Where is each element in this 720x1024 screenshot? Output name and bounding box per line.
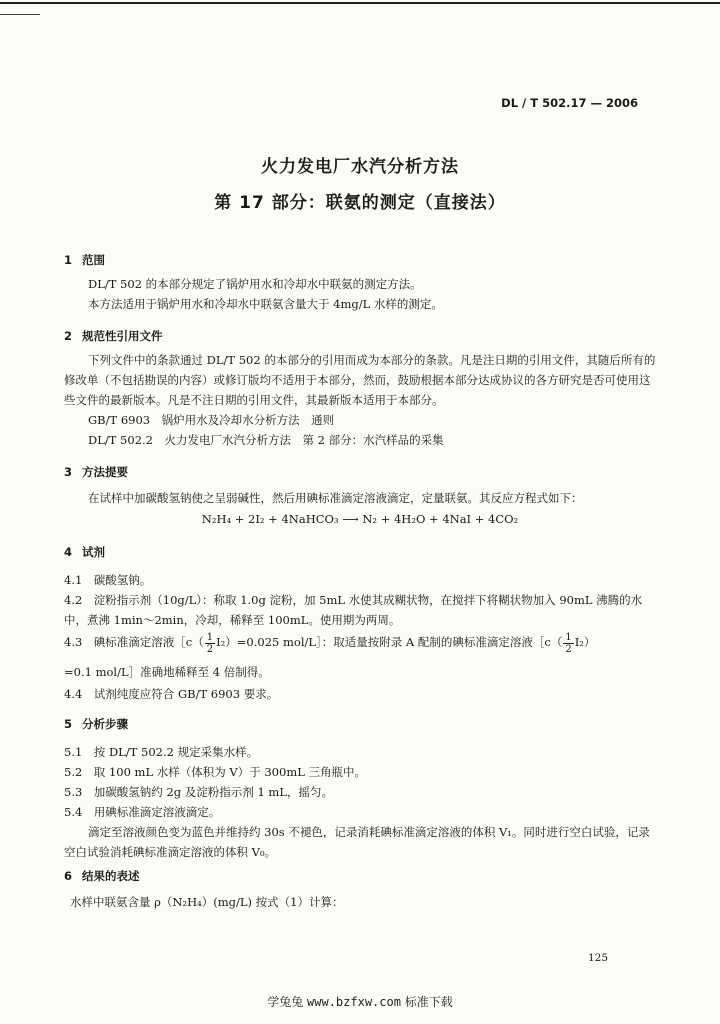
section-6-heading <box>64 866 140 886</box>
fraction-one-half <box>563 632 573 655</box>
standard-number: DL / T 502.17 — 2006 <box>501 96 638 110</box>
item-text-part: I₂） <box>574 635 596 649</box>
section-title: 结果的表述 <box>82 869 140 883</box>
item-text: 碳酸氢钠。 <box>93 573 152 587</box>
item-number: 4.2 <box>64 593 83 607</box>
step-5-2 <box>64 762 366 782</box>
step-5-1 <box>64 742 258 762</box>
item-number: 4.4 <box>64 687 83 701</box>
reagent-4-2 <box>64 590 656 630</box>
item-text: 按 DL/T 502.2 规定采集水样。 <box>93 745 259 759</box>
fraction-denominator: 2 <box>565 643 572 655</box>
section-title: 范围 <box>82 253 105 267</box>
item-text: 取 100 mL 水样（体积为 V）于 300mL 三角瓶中。 <box>93 765 367 779</box>
section-number: 2 <box>64 329 73 343</box>
section-6-paragraph: 水样中联氨含量 ρ（N₂H₄）(mg/L) 按式（1）计算： <box>70 895 344 909</box>
section-number: 3 <box>64 465 73 479</box>
item-text: 淀粉指示剂（10g/L）：称取 1.0g 淀粉，加 5mL 水使其成糊状物，在搅拌下将糊状物加入 90mL 沸腾的水中，煮沸 1min～2min，冷却，稀释至 100mL。使用期为两周。 <box>64 593 643 627</box>
fraction-one-half <box>205 632 215 655</box>
footer-tagline: 标准下载 <box>404 995 453 1009</box>
section-number: 4 <box>64 545 73 559</box>
reagent-4-3-continued: =0.1 mol/L］准确地稀释至 4 倍制得。 <box>64 665 270 679</box>
section-title: 规范性引用文件 <box>82 329 163 343</box>
item-number: 4.3 <box>64 635 83 649</box>
reaction-equation: N₂H₄ + 2I₂ + 4NaHCO₃ ⟶ N₂ + 4H₂O + 4NaI + 4CO₂ <box>201 512 519 526</box>
item-number: 5.2 <box>64 765 83 779</box>
top-rule <box>0 2 720 4</box>
item-text: 加碳酸氢钠约 2g 及淀粉指示剂 1 mL，摇匀。 <box>93 785 333 799</box>
section-2-paragraph: 下列文件中的条款通过 DL/T 502 的本部分的引用而成为本部分的条款。凡是注日期的引用文件，其随后所有的修改单（不包括勘误的内容）或修订版均不适用于本部分，然而，鼓励根据本部分达成协议的各方研究是否可使用这些文件的最新版本。凡是不注日期的引用文件，其最新版本适用于本部分。 <box>64 353 656 407</box>
section-3-heading <box>64 462 128 482</box>
footer-watermark <box>0 993 720 1010</box>
section-number: 1 <box>64 253 73 267</box>
page-number: 125 <box>587 952 608 964</box>
item-text-part: I₂）=0.025 mol/L］：取适量按附录 A 配制的碘标准滴定溶液［c（ <box>216 635 563 649</box>
reference-gbt6903: GB/T 6903 锅炉用水及冷却水分析方法 通则 <box>88 413 335 427</box>
item-text: 用碘标准滴定溶液滴定。 <box>93 805 221 819</box>
section-5-heading <box>64 714 128 734</box>
section-1-heading <box>64 250 105 270</box>
section-number: 6 <box>64 869 73 883</box>
item-text: 试剂纯度应符合 GB/T 6903 要求。 <box>93 687 279 701</box>
document-title: 火力发电厂水汽分析方法 <box>261 157 459 177</box>
section-title: 试剂 <box>82 545 105 559</box>
section-2-heading <box>64 326 163 346</box>
document-subtitle: 第 17 部分：联氨的测定（直接法） <box>214 193 506 213</box>
reference-dlt502-2: DL/T 502.2 火力发电厂水汽分析方法 第 2 部分：水汽样品的采集 <box>88 433 444 447</box>
fraction-denominator: 2 <box>206 643 214 655</box>
section-1-paragraph-1: DL/T 502 的本部分规定了锅炉用水和冷却水中联氨的测定方法。 <box>88 277 422 291</box>
section-title: 分析步骤 <box>82 717 128 731</box>
item-text-part: 碘标准滴定溶液［c（ <box>93 635 204 649</box>
step-5-3 <box>64 782 333 802</box>
item-number: 5.4 <box>64 805 83 819</box>
item-number: 5.1 <box>64 745 83 759</box>
reagent-4-3 <box>64 628 595 656</box>
fraction-numerator: 1 <box>565 631 572 643</box>
section-1-paragraph-2: 本方法适用于锅炉用水和冷却水中联氨含量大于 4mg/L 水样的测定。 <box>88 297 443 311</box>
item-number: 4.1 <box>64 573 83 587</box>
reagent-4-1 <box>64 570 151 590</box>
section-title: 方法提要 <box>82 465 128 479</box>
reagent-4-4 <box>64 684 278 704</box>
fraction-numerator: 1 <box>206 631 214 643</box>
section-4-heading <box>64 542 105 562</box>
step-5-4 <box>64 802 220 822</box>
footer-url[interactable]: www.bzfxw.com <box>307 995 401 1009</box>
section-3-paragraph: 在试样中加碳酸氢钠使之呈弱碱性，然后用碘标准滴定溶液滴定，定量联氨。其反应方程式如下： <box>88 491 583 505</box>
item-number: 5.3 <box>64 785 83 799</box>
step-5-4-detail: 滴定至溶液颜色变为蓝色并维持约 30s 不褪色，记录消耗碘标准滴定溶液的体积 V₁。同时进行空白试验，记录空白试验消耗碘标准滴定溶液的体积 V₀。 <box>64 825 650 859</box>
footer-site-name: 学兔兔 <box>267 995 304 1009</box>
section-number: 5 <box>64 717 73 731</box>
